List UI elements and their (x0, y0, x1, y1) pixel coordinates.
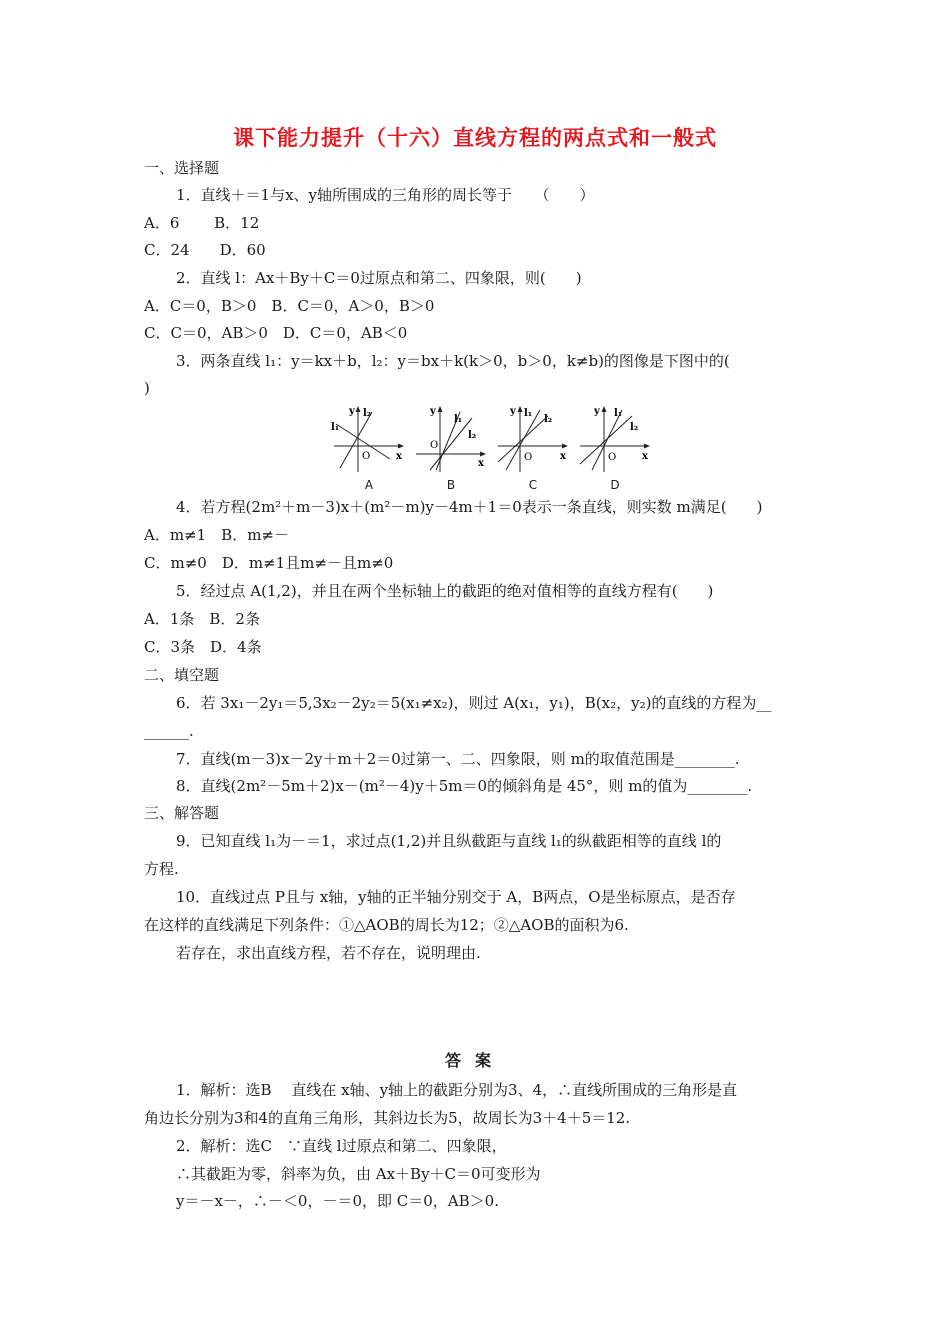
question-9: 9．已知直线 l₁为－＝1，求过点(1,2)并且纵截距与直线 l₁的纵截距相等的直线 l的 (176, 832, 722, 850)
origin-label: O (524, 452, 533, 463)
origin-label: O (430, 440, 439, 451)
answer-2: 2．解析：选C ∵直线 l过原点和第二、四象限， (176, 1137, 507, 1155)
question-4-options-cd: C．m≠0 D．m≠1且m≠－且m≠0 (144, 554, 394, 572)
x-axis-label: x (478, 458, 484, 469)
l2-label: l₂ (630, 422, 639, 433)
origin-label: O (362, 451, 371, 462)
answer-2-continued: ∴其截距为零，斜率为负，由 Ax＋By＋C＝0可变形为 (176, 1165, 541, 1183)
figure-a-graph (330, 404, 408, 476)
question-1: 1．直线＋＝1与x、y轴所围成的三角形的周长等于 （ ） (176, 186, 595, 204)
question-2: 2．直线 l：Ax＋By＋C＝0过原点和第二、四象限，则( ) (176, 269, 582, 287)
section-heading: 三、解答题 (144, 804, 220, 822)
x-axis-label: x (396, 451, 402, 462)
figure-b-label: B (446, 478, 456, 492)
figure-c-graph (494, 404, 572, 476)
figure-a (330, 404, 408, 494)
question-6: 6．若 3x₁－2y₁＝5,3x₂－2y₂＝5(x₁≠x₂)，则过 A(x₁，y₁)，B(x₂，y₂)的直线的方程为__ (176, 694, 772, 712)
question-5-options-ab: A．1条 B．2条 (144, 610, 260, 628)
question-10: 10．直线过点 P且与 x轴，y轴的正半轴分别交于 A，B两点，O是坐标原点，是否存 (176, 888, 736, 906)
figure-b-graph (412, 404, 490, 476)
answer-1-continued: 角边长分别为3和4的直角三角形，其斜边长为5，故周长为3＋4＋5＝12. (144, 1109, 631, 1127)
question-1-options-cd: C．24 D．60 (144, 241, 266, 259)
section-heading: 一、选择题 (144, 159, 220, 177)
question-10-continued-2: 若存在，求出直线方程，若不存在，说明理由. (176, 944, 481, 962)
question-6-continued: ______. (144, 722, 194, 740)
section-heading: 二、填空题 (144, 666, 220, 684)
figure-d (576, 404, 654, 494)
l2-label: l₂ (544, 414, 553, 425)
y-axis-label: y (594, 406, 600, 417)
x-axis-label: x (560, 451, 566, 462)
question-3: 3．两条直线 l₁：y＝kx＋b，l₂：y＝bx＋k(k＞0，b＞0，k≠b)的图像是下图中的( (176, 352, 730, 370)
question-9-continued: 方程. (144, 860, 179, 878)
question-5-options-cd: C．3条 D．4条 (144, 638, 262, 656)
answer-1: 1．解析：选B 直线在 x轴、y轴上的截距分别为3、4，∴直线所围成的三角形是直 (176, 1081, 738, 1099)
figure-c (494, 404, 572, 494)
l1-label: l₁ (331, 422, 340, 433)
figure-c-label: C (528, 478, 538, 492)
y-axis-label: y (349, 406, 355, 417)
origin-label: O (608, 452, 617, 463)
question-8: 8．直线(2m²－5m＋2)x－(m²－4)y＋5m＝0的倾斜角是 45°，则 m的值为________. (176, 777, 753, 795)
y-axis-label: y (510, 406, 516, 417)
question-5: 5．经过点 A(1,2)，并且在两个坐标轴上的截距的绝对值相等的直线方程有( ) (176, 582, 714, 600)
question-2-options-ab: A．C＝0，B＞0 B．C＝0，A＞0，B＞0 (144, 297, 435, 315)
l2-label: l₂ (468, 430, 477, 441)
l2-label: l₂ (363, 408, 372, 419)
x-axis-label: x (642, 451, 648, 462)
figure-a-label: A (364, 478, 374, 492)
answer-2-continued-2: y＝－x－，∴－＜0，－＝0，即 C＝0，AB＞0. (176, 1192, 499, 1210)
l1-label: l₁ (524, 408, 533, 419)
question-7: 7．直线(m－3)x－2y＋m＋2＝0过第一、二、四象限，则 m的取值范围是________. (176, 750, 740, 768)
figure-b (412, 404, 490, 494)
question-3-continued: ) (144, 379, 150, 397)
question-10-continued: 在这样的直线满足下列条件：①△AOB的周长为12；②△AOB的面积为6. (144, 916, 629, 934)
l1-label: l₁ (614, 408, 623, 419)
y-axis-label: y (430, 406, 436, 417)
figure-d-graph (576, 404, 654, 476)
l1-label: l₁ (454, 414, 463, 425)
question-1-options-ab: A．6 B．12 (144, 214, 260, 232)
question-3-figures (330, 404, 655, 494)
page-title: 课下能力提升（十六）直线方程的两点式和一般式 (233, 126, 717, 150)
question-2-options-cd: C．C＝0，AB＞0 D．C＝0，AB＜0 (144, 324, 408, 342)
figure-d-label: D (610, 478, 620, 492)
question-4: 4．若方程(2m²＋m－3)x＋(m²－m)y－4m＋1＝0表示一条直线，则实数 m满足( ) (176, 498, 763, 516)
answers-heading: 答案 (444, 1051, 505, 1070)
question-4-options-ab: A．m≠1 B．m≠－ (144, 526, 289, 544)
